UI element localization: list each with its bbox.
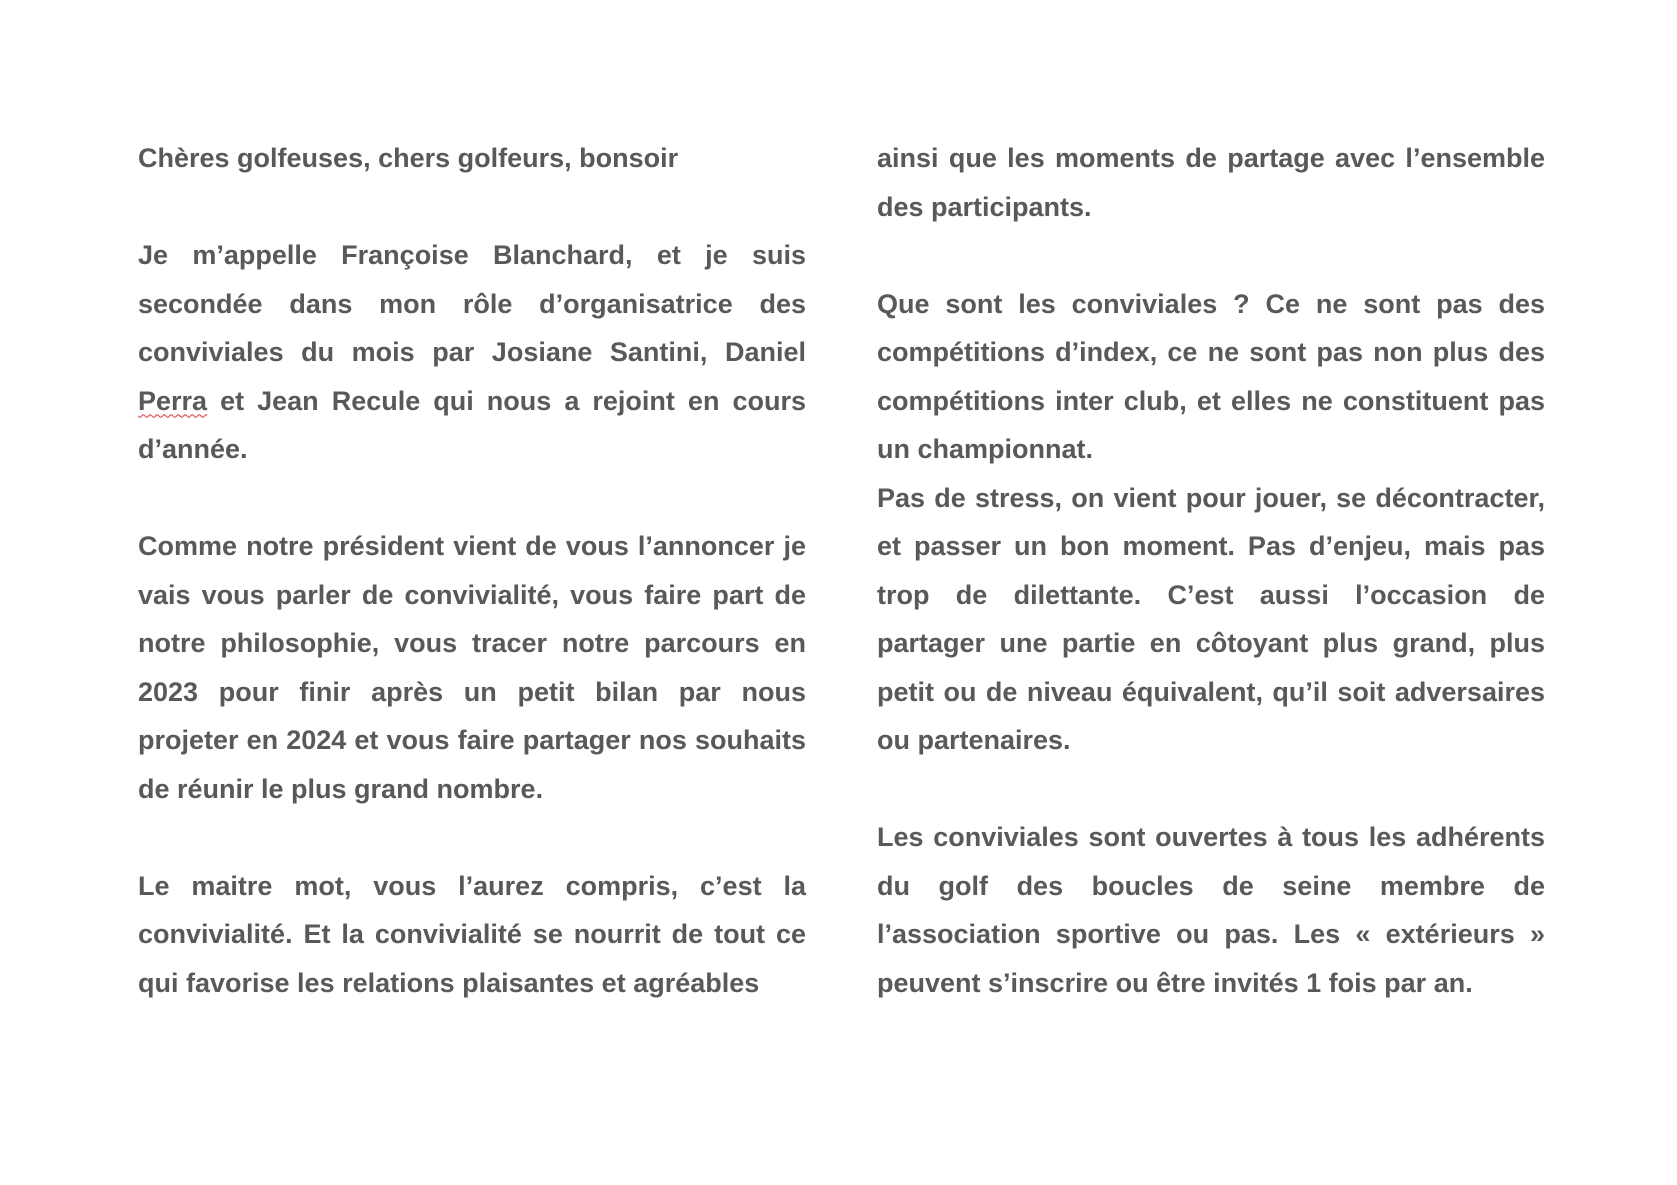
- spellcheck-flagged-word: Perra: [138, 385, 208, 416]
- right-column: [877, 134, 1545, 1007]
- paragraph-spacer: [877, 765, 1545, 814]
- eligibility-paragraph: Les conviviales sont ouvertes à tous les adhérents du golf des boucles de seine membre de l’association sportive ou pas. Les « extérieurs » peuvent s’inscrire ou être invités 1 fois par an.: [877, 822, 1545, 998]
- spirit-paragraph: Pas de stress, on vient pour jouer, se décontracter, et passer un bon moment. Pas d’enjeu, mais pas trop de dilettante. C’est aussi l’occasion de partager une partie en côtoyant plus grand, plus petit ou de niveau équivalent, qu’il soit adversaires ou partenaires.: [877, 482, 1545, 755]
- definition-paragraph: Que sont les conviviales ? Ce ne sont pas des compétitions d’index, ce ne sont pas non plus des compétitions inter club, et elles ne constituent pas un championnat.: [877, 288, 1545, 464]
- intro-text-end: et Jean Recule qui nous a rejoint en cours d’année.: [138, 385, 806, 464]
- left-column: [138, 134, 806, 1007]
- paragraph-spacer: [138, 183, 806, 232]
- conviviality-paragraph: Le maitre mot, vous l’aurez compris, c’est la convivialité. Et la convivialité se nourrit de tout ce qui favorise les relations plaisantes et agréables: [138, 870, 806, 998]
- paragraph-spacer: [138, 813, 806, 862]
- paragraph-spacer: [877, 231, 1545, 280]
- intro-paragraph: [138, 231, 806, 474]
- intro-text-start: Je m’appelle Françoise Blanchard, et je suis secondée dans mon rôle d’organisatrice des conviviales du mois par Josiane Santini, Daniel: [138, 240, 806, 367]
- greeting-line: Chères golfeuses, chers golfeurs, bonsoir: [138, 143, 679, 173]
- conviviality-paragraph-continued: ainsi que les moments de partage avec l’ensemble des participants.: [877, 143, 1545, 222]
- philosophy-paragraph: Comme notre président vient de vous l’annoncer je vais vous parler de convivialité, vous faire part de notre philosophie, vous tracer notre parcours en 2023 pour finir après un petit bilan par nous projeter en 2024 et vous faire partager nos souhaits de réunir le plus grand nombre.: [138, 531, 806, 804]
- paragraph-spacer: [138, 474, 806, 523]
